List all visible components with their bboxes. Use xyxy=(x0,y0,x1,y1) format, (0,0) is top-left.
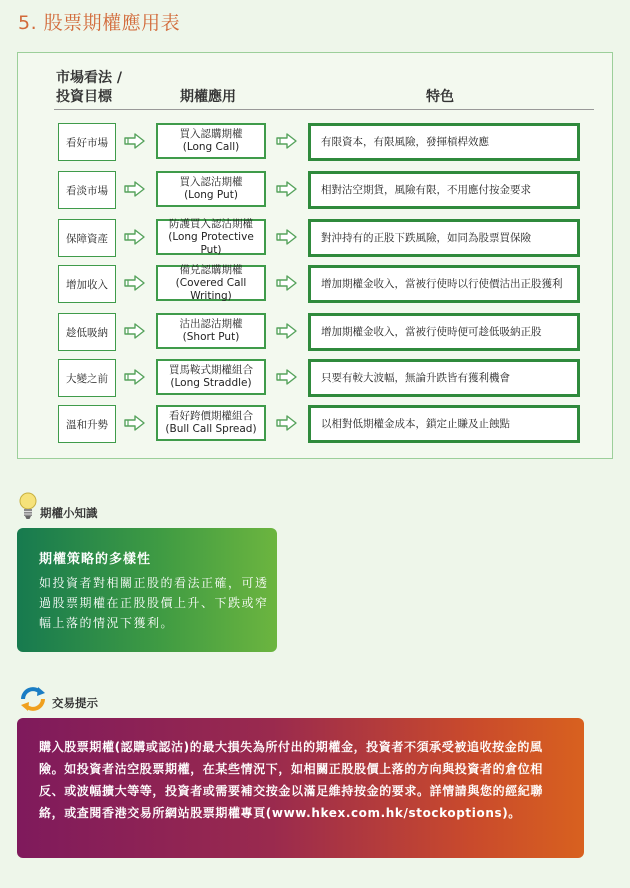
arrow-icon xyxy=(276,181,298,197)
feature-cell: 對沖持有的正股下跌風險，如同為股票買保險 xyxy=(308,219,580,257)
header-market-line2: 投資目標 xyxy=(56,89,112,105)
strategy-name: 買入認沽期權 xyxy=(179,176,243,188)
strategy-english: (Covered Call Writing) xyxy=(175,276,247,302)
arrow-icon xyxy=(276,369,298,385)
table-row xyxy=(18,171,612,209)
feature-cell: 只要有較大波幅，無論升跌皆有獲利機會 xyxy=(308,359,580,397)
strategy-name: 看好跨價期權組合 xyxy=(169,410,253,422)
strategy-name: 買馬鞍式期權組合 xyxy=(169,364,253,376)
header-strategy: 期權應用 xyxy=(180,89,236,105)
trade-label: 交易提示 xyxy=(52,696,98,710)
market-view-cell: 看淡市場 xyxy=(58,171,116,209)
market-view-cell: 看好市場 xyxy=(58,123,116,161)
arrow-icon xyxy=(276,133,298,149)
tip-label: 期權小知識 xyxy=(40,506,98,520)
feature-cell: 相對沽空期貨，風險有限，不用應付按金要求 xyxy=(308,171,580,209)
header-divider xyxy=(54,109,594,110)
strategy-english: (Bull Call Spread) xyxy=(165,423,257,435)
header-feature: 特色 xyxy=(426,89,454,105)
header-market-view xyxy=(56,69,122,107)
tip-title: 期權策略的多樣性 xyxy=(39,552,152,567)
strategy-cell xyxy=(156,171,266,207)
arrow-icon xyxy=(124,415,146,431)
table-row xyxy=(18,265,612,303)
option-strategy-table xyxy=(17,52,613,459)
feature-cell: 增加期權金收入，當被行使時便可趁低吸納正股 xyxy=(308,313,580,351)
trade-notice-box xyxy=(17,718,584,858)
table-row xyxy=(18,359,612,397)
arrow-icon xyxy=(276,323,298,339)
arrow-icon xyxy=(124,133,146,149)
arrow-icon xyxy=(124,181,146,197)
arrow-icon xyxy=(124,323,146,339)
table-row xyxy=(18,313,612,351)
strategy-english: (Long Protective Put) xyxy=(168,230,254,256)
market-view-cell: 趁低吸納 xyxy=(58,313,116,351)
trade-notice-body: 購入股票期權(認購或認沽)的最大損失為所付出的期權金，投資者不須承受被追收按金的風險。如投資者沽空股票期權，在某些情況下，如相關正股股價上落的方向與投資者的倉位相反、或波幅擴大等等，投資者或需要補交按金以滿足維持按金的要求。詳情請與您的經紀聯絡，或查閱香港交易所網站股票期權專頁(www.hkex.com.hk/stockoptions)。 xyxy=(39,740,544,820)
strategy-name: 沽出認沽期權 xyxy=(179,318,243,330)
strategy-cell xyxy=(156,313,266,349)
strategy-english: (Short Put) xyxy=(182,331,240,343)
header-market-line1: 市場看法 / xyxy=(56,70,122,86)
market-view-cell: 保障資產 xyxy=(58,219,116,257)
table-row xyxy=(18,219,612,257)
arrow-icon xyxy=(276,415,298,431)
tip-box xyxy=(17,528,277,652)
market-view-cell: 大變之前 xyxy=(58,359,116,397)
strategy-cell xyxy=(156,359,266,395)
table-row xyxy=(18,405,612,443)
strategy-english: (Long Call) xyxy=(182,141,240,153)
strategy-english: (Long Put) xyxy=(184,189,238,201)
tip-body: 如投資者對相關正股的看法正確，可透過股票期權在正股股價上升、下跌或窄幅上落的情況下獲利。 xyxy=(39,576,269,630)
arrow-icon xyxy=(276,275,298,291)
arrow-icon xyxy=(276,229,298,245)
strategy-cell xyxy=(156,219,266,255)
table-row xyxy=(18,123,612,161)
arrow-icon xyxy=(124,275,146,291)
page-title: 5. 股票期權應用表 xyxy=(18,12,181,34)
strategy-name: 買入認購期權 xyxy=(179,128,243,140)
strategy-cell xyxy=(156,123,266,159)
arrow-icon xyxy=(124,229,146,245)
strategy-name: 防護買入認沽期權 xyxy=(169,217,253,230)
feature-cell: 增加期權金收入，當被行使時以行使價沽出正股獲利 xyxy=(308,265,580,303)
strategy-cell xyxy=(156,265,266,301)
market-view-cell: 增加收入 xyxy=(58,265,116,303)
feature-cell: 以相對低期權金成本，鎖定止賺及止蝕點 xyxy=(308,405,580,443)
lightbulb-icon xyxy=(18,490,38,528)
strategy-english: (Long Straddle) xyxy=(170,377,252,389)
refresh-arrows-icon xyxy=(18,684,48,718)
market-view-cell: 溫和升勢 xyxy=(58,405,116,443)
strategy-name: 備兑認購期權 xyxy=(179,263,243,276)
arrow-icon xyxy=(124,369,146,385)
feature-cell: 有限資本，有限風險，發揮槓桿效應 xyxy=(308,123,580,161)
strategy-cell xyxy=(156,405,266,441)
